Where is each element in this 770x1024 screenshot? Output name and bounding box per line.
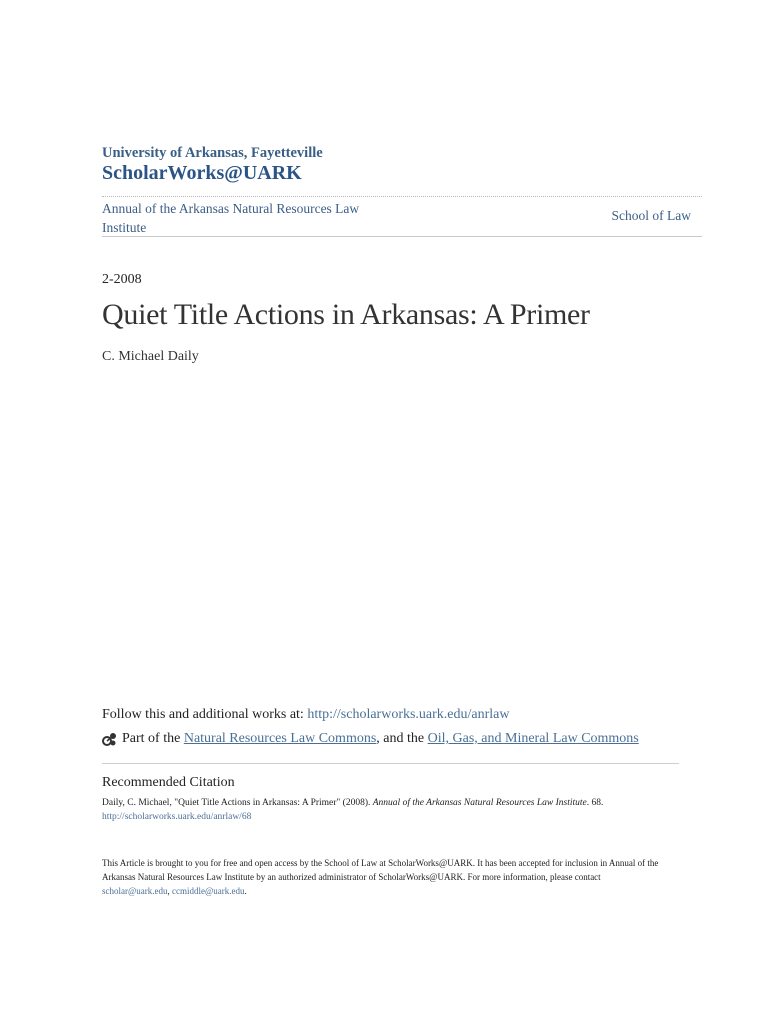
follow-url-link[interactable]: http://scholarworks.uark.edu/anrlaw [307,707,510,722]
contact-email-link-1[interactable]: scholar@uark.edu [102,886,168,896]
citation-url-link[interactable]: http://scholarworks.uark.edu/anrlaw/68 [102,812,252,822]
notice-text: This Article is brought to you for free and open access by the School of Law at ScholarWorks@UARK. It has been accepted for inclusion in Annual of the Arkansas Natural Resources Law Institute by an authorized administrator of ScholarWorks@UARK. For more information, please contact [102,858,659,882]
publication-date: 2-2008 [102,272,142,287]
contact-email-link-2[interactable]: ccmiddle@uark.edu [172,886,245,896]
part-of-line [102,731,639,747]
part-of-mid: , and the [376,731,425,746]
institution-name: University of Arkansas, Fayetteville [102,145,323,161]
series-link[interactable]: Annual of the Arkansas Natural Resources Law Institute [102,201,360,235]
citation-body: Daily, C. Michael, "Quiet Title Actions in Arkansas: A Primer" (2008). [102,798,371,808]
citation-journal: Annual of the Arkansas Natural Resources Law Institute [372,798,587,808]
part-of-prefix: Part of the [122,731,181,746]
article-author[interactable]: C. Michael Daily [102,349,199,364]
article-title: Quiet Title Actions in Arkansas: A Primer [102,298,590,331]
citation-text [102,796,702,824]
network-icon [102,731,118,747]
school-link[interactable]: School of Law [611,208,691,223]
header-bottom-rule [102,236,702,237]
citation-number: . 68. [586,798,604,808]
oil-gas-mineral-commons-link[interactable]: Oil, Gas, and Mineral Law Commons [427,731,639,746]
repository-name: ScholarWorks@UARK [102,162,302,184]
citation-divider [102,763,679,764]
notice-sep: , [167,886,173,896]
follow-line [102,707,510,723]
access-notice [102,856,672,898]
citation-heading: Recommended Citation [102,775,235,790]
follow-prefix: Follow this and additional works at: [102,707,304,722]
natural-resources-commons-link[interactable]: Natural Resources Law Commons [183,731,377,746]
header-divider [102,196,702,197]
notice-end: . [244,886,247,896]
